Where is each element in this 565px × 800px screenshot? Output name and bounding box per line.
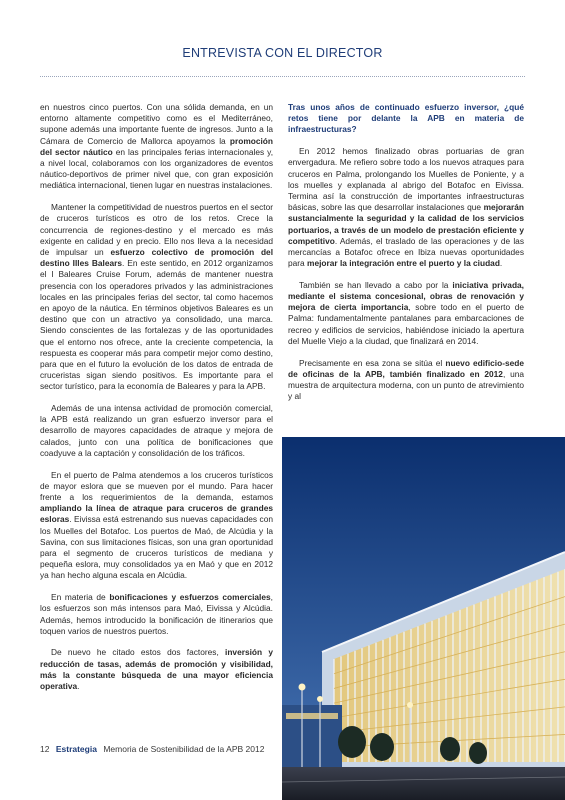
bold-run: promoción del sector náutico [40, 135, 273, 157]
text-run: , sobre todo en el puerto de Palma: fundamentalmente pantalanes para embarcaciones de recreo y edificios de servicios, habiéndose iniciado la apertura del Muelle Viejo a la ciudad, que finalizará en 2014. [288, 302, 524, 346]
text-run: . [499, 258, 503, 269]
office-building-dusk-icon [282, 437, 565, 800]
lamp-light [299, 684, 306, 691]
bold-run: ampliando la línea de atraque para cruceros de grandes esloras [40, 503, 273, 525]
text-run: También se han llevado a cabo por la [299, 279, 453, 290]
text-run: . Eivissa está estrenando sus nuevas capacidades con los Muelles del Botafoc. Los puertos de Maó, de Alcúdia y la Savina, con sus limitaciones físicas, son una gran oportunidad para el segmento de cruceros turísticos de mediana y pequeña eslora, muy consolidados ya en Maó y que en 2012 ya han hecho alguna escala en Alcúdia. [40, 514, 273, 581]
bold-run: inversión y reducción de tasas, además de promoción y visibilidad, más la constante búsqueda de una mayor eficiencia operativa [40, 647, 273, 692]
lamp-light [407, 702, 413, 708]
left-paragraph-2 [40, 202, 273, 392]
street [282, 767, 565, 800]
office-building-photo [282, 437, 565, 800]
left-paragraph-5 [40, 592, 273, 637]
left-paragraph-1 [40, 102, 273, 192]
page-header [0, 46, 565, 60]
header-divider [40, 76, 525, 77]
text-run: . Además, el traslado de las operaciones y de las mercancías a Botafoc ofrece en Ibiza nuevas oportunidades para [288, 235, 524, 269]
footer-section: Estrategia [55, 744, 97, 754]
text-run: en las principales ferias internacionales y, a nivel local, colaboramos con los organizadores de eventos náutico-deportivos de primer nivel que, con gran exposición mediática internacional, tienen lugar en nuestras instalaciones. [40, 146, 274, 191]
text-run: . [77, 681, 80, 692]
bold-run: nuevo edificio-sede de oficinas de la APB, también finalizado en 2012 [288, 357, 524, 379]
text-run: . En este sentido, en 2012 organizamos el I Baleares Cruise Forum, además de mantener nuestra presencia con los operadores privados y las administraciones locales en las principales ferias del sector, tal como hacemos en apoyo de la náutica. En términos objetivos Baleares es un destino que con un atractivo ya consolidado, una marca. Siendo conscientes de las fortalezas y de las oportunidades que el entorno nos ofrece, ante la creciente competencia, la respuesta es cooperar más para competir mejor como destino, para que en el futuro la evolución de los datos de entrada de cruceristas sigan siendo positivos. Es importante para el sector turístico, para la economía de Baleares y para la APB. [40, 258, 273, 392]
right-paragraph-2 [288, 280, 524, 347]
text-run: Además de una intensa actividad de promoción comercial, la APB está realizando un gran esfuerzo inversor para el desarrollo de mayores capacidades de atraque y mejora de calados, junto con una política de bonificaciones que coadyuve a la captación y consolidación de los tráficos. [40, 403, 273, 458]
left-paragraph-4 [40, 470, 273, 582]
page-footer [40, 744, 264, 754]
bold-run: iniciativa privada, mediante el sistema concesional, obras de renovación y mejora de cierta importancia [288, 279, 525, 313]
right-paragraph-1 [288, 146, 524, 269]
left-paragraph-3 [40, 403, 273, 459]
text-run: Mantener la competitividad de nuestros puertos en el sector de cruceros turísticos es otro de los retos. Crece la concurrencia de regiones-destino y el mercado es más exigente en calidad y en precio. Ello nos lleva a la necesidad de impulsar un [40, 202, 273, 257]
left-column [40, 102, 273, 703]
text-run: En 2012 hemos finalizado obras portuarias de gran envergadura. Me refiero sobre todo a los nuevos atraques para cruceros en Palma, prolongando los Muelles de Poniente, y a los muelles y explanada al abrigo del Botafoc en Eivissa. Termina así la construcción de importantes infraestructuras básicas, sobre las que desarrollar instalaciones que [288, 146, 524, 213]
footer-publication: Memoria de Sostenibilidad de la APB 2012 [103, 744, 265, 754]
text-run: En materia de [51, 592, 110, 603]
page-number: 12 [40, 744, 50, 754]
text-run: Precisamente en esa zona se sitúa el [299, 357, 446, 368]
interview-question: Tras unos años de continuado esfuerzo inversor, ¿qué retos tiene por delante la APB en materia de infraestructuras? [288, 102, 524, 135]
lamp-light [317, 696, 323, 702]
left-paragraph-6 [40, 647, 273, 692]
text-run: , una muestra de arquitectura moderna, con un punto de atrevimiento y al [288, 368, 524, 402]
right-paragraph-3 [288, 358, 524, 403]
bold-run: mejorarán sustancialmente la seguridad y la calidad de los servicios portuarios, a través de un modelo de prestación eficiente y competitivo [288, 202, 524, 246]
header-title: ENTREVISTA CON EL DIRECTOR [182, 46, 383, 60]
text-run: De nuevo he citado estos dos factores, [51, 647, 226, 658]
bold-run: mejorar la integración entre el puerto y la ciudad [307, 258, 500, 269]
bold-run: esfuerzo colectivo de promoción del destino Illes Balears [40, 246, 274, 269]
text-run: , los esfuerzos son más intensos para Maó, Eivissa y Alcúdia. Además, hemos introducido la bonificación de itinerarios que toquen varios de nuestros puertos. [40, 592, 273, 636]
side-building-lights [286, 713, 338, 719]
text-run: en nuestros cinco puertos. Con una sólida demanda, en un entorno altamente competitivo como es el Mediterráneo, supone además una importante fuente de ingresos. Junto a la Cámara de Comercio de Mallorca apoyamos la [40, 102, 273, 146]
text-run: En el puerto de Palma atendemos a los cruceros turísticos de mayor eslora que se mueven por el mundo. Para hacer frente a los requerimientos de la demanda, estamos [40, 469, 273, 502]
bold-run: bonificaciones y esfuerzos comerciales [109, 592, 271, 603]
right-column [288, 102, 524, 413]
